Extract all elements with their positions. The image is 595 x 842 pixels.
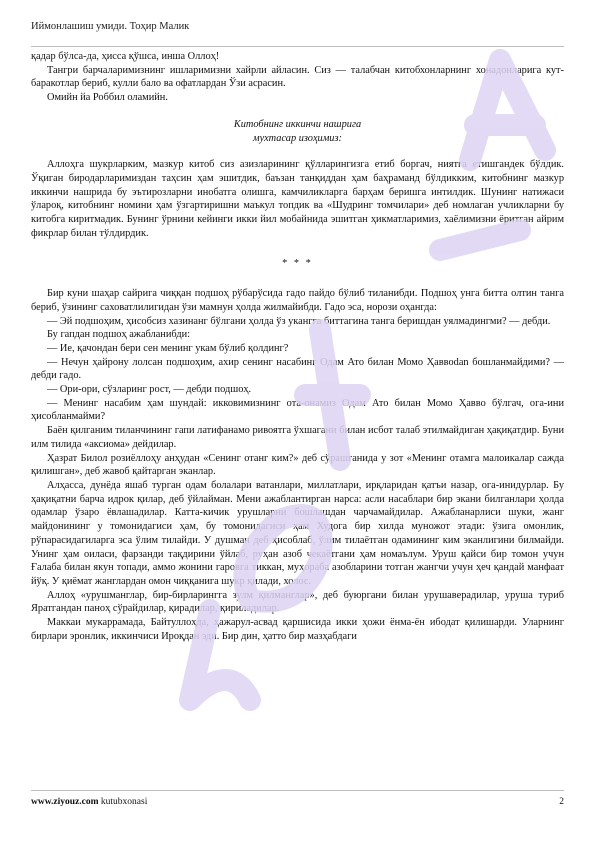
section-subtitle	[31, 118, 564, 145]
intro-paragraph: Аллоҳга шукрларким, мазкур китоб сиз азизларининг қўлларингизга етиб боргач, ниятга етишгандек бўлдик. Ўқиган биродарларимиздан таҳсин ҳам эшитдик, баъзан танқиддан ҳам баҳраманд бўлдикким, китобнинг мазкур иккинчи нашрида бу эътирозларни инобатга олишга, камчиликларга барҳам беришга интилдик. Шунинг натижаси ўлароқ, китобнинг номини ҳам ўзгартиришни маъкул топдик ва «Шудринг томчилари» деб номлаган учликларни бу китобга киритмадик. Бунинг ўрнини кейинги икки йил мобайнида эшитган ҳикматларимиз, хаёлимизни ёритган айрим фикрлар билан тўлдирдик.	[31, 159, 564, 239]
paragraph: Баён қилганим тиланчининг гапи латифанамо ривоятга ўхшагани билан исбот талаб этилмайдиган ҳақиқатдир. Буни илм тилида «аксиома» дейдилар.	[31, 425, 564, 450]
paragraph: Маккаи мукаррамада, Байтуллоҳда, ҳажарул-асвад қаршисида икки ҳожи ёнма-ён ибодат қилишарди. Уларнинг бирлари эронлик, иккинчиси Ироқдан эди. Бир дин, ҳатто бир мазҳабдаги	[31, 617, 564, 642]
paragraph: — Нечун ҳайрону лолсан подшоҳим, ахир сенинг насабинг Одам Ато билан Момо Ҳаввodan бошланмайдими? — дебди гадо.	[31, 356, 564, 382]
paragraph: — Эй подшоҳим, ҳисобсиз хазинанг бўлгани ҳолда ўз укангга биттагина танга беришдан уялмадингми? — дебди.	[47, 315, 551, 327]
paragraph: — Ие, қачондан бери сен менинг укам бўлиб қолдинг?	[47, 342, 289, 354]
page-header	[31, 20, 564, 47]
page-body	[31, 50, 564, 643]
paragraph: Ҳазрат Билол розиёллоҳу анҳудан «Сенинг отанг ким?» деб сўрашганида у зот «Менинг отамга малоикалар сажда қилишган», деб жавоб қайтарган эканлар.	[31, 452, 564, 478]
footer-suffix: kutubxonasi	[98, 797, 148, 807]
paragraph: — Ори-ори, сўзларинг рост, — дебди подшоҳ.	[47, 384, 252, 396]
paragraph: Омийн йа Роббил оламийн.	[47, 92, 168, 104]
paragraph: Тангри барчаларимизнинг ишларимизни хайрли айласин. Сиз — талабчан китобхонларнинг хонадонларига кут-баракотлар бериб, кулли бало ва офатлардан Ўзи асрасин.	[31, 64, 564, 90]
paragraph: қадар бўлса-да, ҳисса қўшса, иншa Оллоҳ!	[31, 51, 220, 62]
page-number: 2	[559, 797, 564, 807]
subtitle-line-1: Китобнинг иккинчи нашрига	[233, 118, 362, 130]
subtitle-line-2: мухтасар изоҳимиз:	[253, 132, 342, 144]
paragraph: — Менинг насабим ҳам шундай: икковимизнинг ота-онамиз Одам Ато билан Момо Ҳаввo бўлгач, ога-ини ҳисобланмайми?	[31, 397, 564, 423]
footer-site[interactable]: www.ziyouz.com	[31, 797, 99, 807]
paragraph: Алҳасса, дунёда яшаб турган одам болалари ватанлари, миллатлари, ирқларидан қатъи назар, ога-инидурлар. Бу ҳақиқатни барча идрок қилар, деб ўйлайман. Мени ажаблантирган нарса: асли насаблари бир экани билганлари ҳолда одамлар ўзаро ёвлашадилар. Катта-кичик урушларни бошлашдан чарчамайдилар. Ажабланарлиси шуки, жанг майдонининг у томонидагиси ҳам, бу томонидагиси ҳам Худога бир хилда муножот этади: ўзига омонлик, рўпарасидагиларга эса ўлим тилайди. У душман деб ҳисоблаб, ўлим тилаётган одамининг ким эканлигини билмайди. Унинг ҳам оиласи, фарзанди тақдирини ўйлаб, руҳан азоб чекаётгани ҳам номаълум. Уруш қайси бир томон учун Ғалаба билан якун топади, аммо жонини гаровга тиккан, муҳораба азобларини тотган жангчи учун ҳеч қандай манфаат йўқ. У қиёмат жанглардан омон чиққанига шукр қилади, холос.	[31, 479, 564, 587]
paragraph: Аллоҳ «урушманглар, бир-бирларингга зулм қилманглар», деб буюргани билан урушавeрадилар, уруша туриб Яратгандан паноҳ сўрайдилар, қирадилар, қириладилар.	[31, 589, 564, 615]
footer-rule	[31, 790, 564, 792]
running-title: Иймонлашиш умиди. Тоҳир Малик	[31, 21, 190, 32]
paragraph: Бир куни шаҳар сайрига чиққан подшоҳ рўбарўсида гадо пайдо бўлиб тиланибди. Подшоҳ унга битта олтин танга бериб, ўзининг саховатлилигидан ўзи мамнун ҳолда жилмайибди. Гадо эса, норози оҳангда:	[31, 288, 564, 313]
paragraph: Бу гапдан подшоҳ ажабланибди:	[47, 329, 191, 341]
footer-source	[31, 797, 147, 807]
section-separator: * * *	[282, 258, 313, 270]
